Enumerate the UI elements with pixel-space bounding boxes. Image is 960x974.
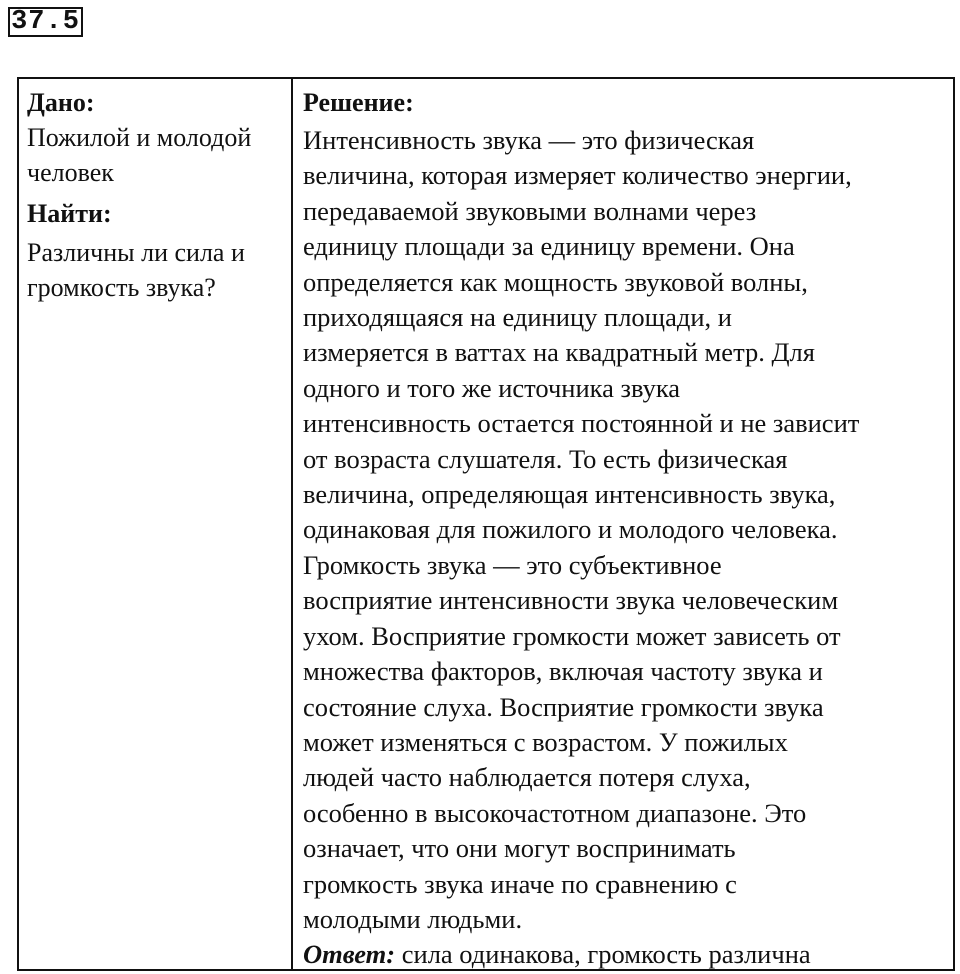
given-column xyxy=(19,79,293,969)
answer-line xyxy=(303,937,949,972)
solution-text: Интенсивность звука — это физическая величина, которая измеряет количество энергии, передаваемой звуковыми волнами через единицу площади за единицу времени. Она определяется как мощность звуковой волны, приходящаяся на единицу площади, и измеряется в ваттах на квадратный метр. Для одного и того же источника звука интенсивность остается постоянной и не зависит от возраста слушателя. То есть физическая величина, определяющая интенсивность звука, одинаковая для пожилого и молодого человека. Громкость звука — это субъективное восприятие интенсивности звука человеческим ухом. Восприятие громкости может зависеть от множества факторов, включая частоту звука и состояние слуха. Восприятие громкости звука может изменяться с возрастом. У пожилых людей часто наблюдается потеря слуха, особенно в высокочастотном диапазоне. Это означает, что они могут воспринимать громкость звука иначе по сравнению с молодыми людьми. xyxy=(303,125,860,934)
answer-text: сила одинакова, громкость различна xyxy=(395,939,811,970)
task-table xyxy=(17,77,955,971)
answer-label: Ответ: xyxy=(303,939,396,970)
find-text: Различны ли сила и громкость звука? xyxy=(27,238,245,302)
solution-heading: Решение: xyxy=(303,88,414,117)
solution-column xyxy=(293,79,953,969)
given-heading: Дано: xyxy=(27,88,95,117)
problem-number: 37.5 xyxy=(8,7,83,37)
given-text: Пожилой и молодой человек xyxy=(27,123,252,187)
find-heading: Найти: xyxy=(27,199,112,228)
